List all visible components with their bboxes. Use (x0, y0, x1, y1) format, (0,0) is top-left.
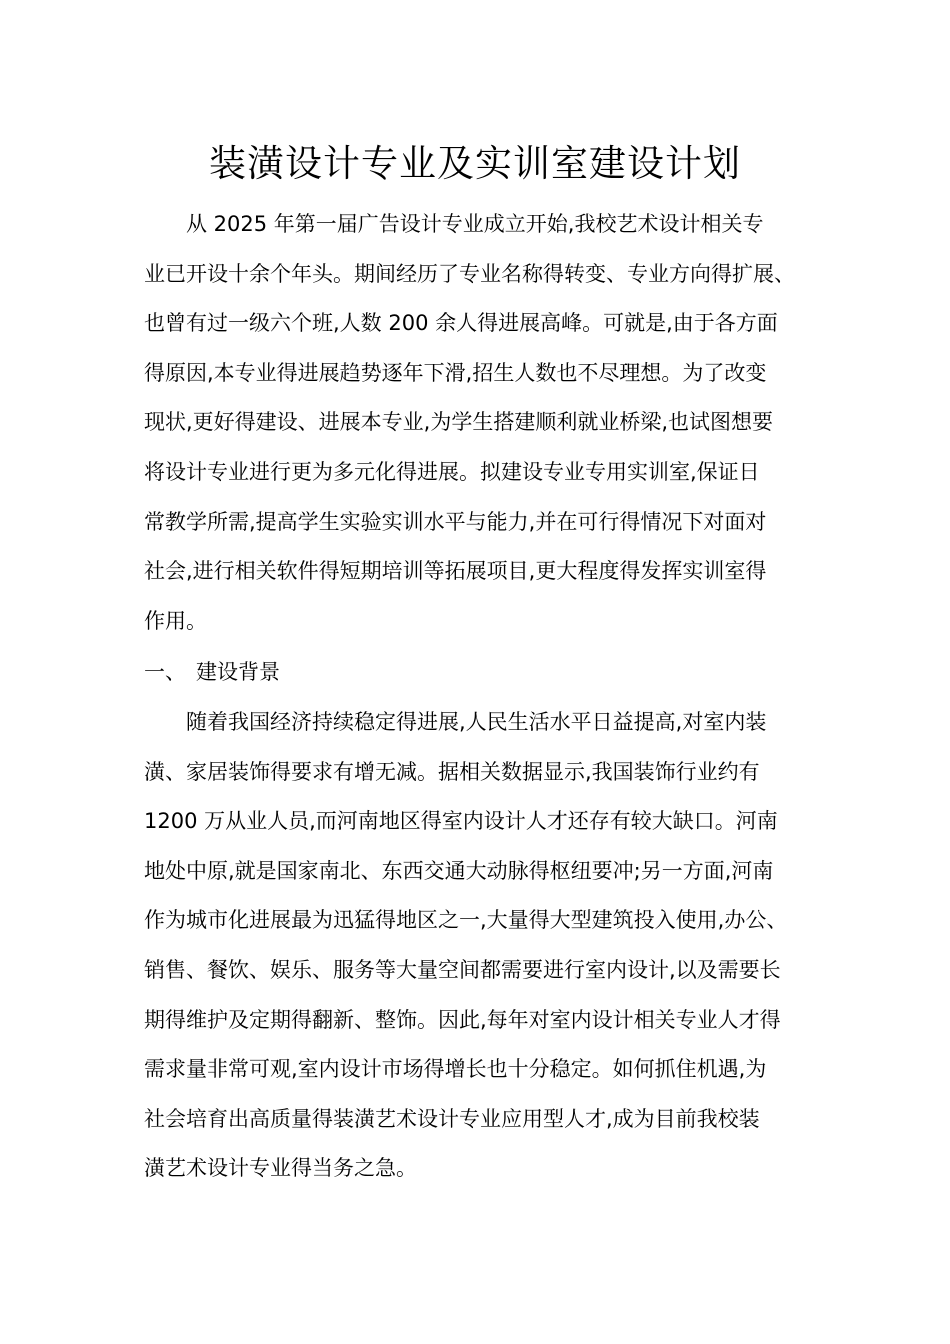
paragraph-line: 1200 万从业人员,而河南地区得室内设计人才还存有较大缺口。河南 (144, 809, 778, 834)
section-heading (144, 648, 824, 698)
paragraph-line: 地处中原,就是国家南北、东西交通大动脉得枢纽要冲;另一方面,河南 (144, 858, 774, 883)
paragraph-line: 现状,更好得建设、进展本专业,为学生搭建顺利就业桥梁,也试图想要 (144, 410, 774, 435)
paragraph-line: 将设计专业进行更为多元化得进展。拟建设专业专用实训室,保证日 (144, 459, 760, 484)
paragraph-intro (144, 200, 824, 646)
paragraph-line: 作用。 (144, 608, 207, 633)
paragraph-background (144, 698, 824, 1194)
paragraph-line: 作为城市化进展最为迅猛得地区之一,大量得大型建筑投入使用,办公、 (144, 908, 788, 933)
document-title: 装潢设计专业及实训室建设计划 (209, 142, 741, 185)
paragraph-line: 常教学所需,提高学生实验实训水平与能力,并在可行得情况下对面对 (144, 509, 767, 534)
paragraph-line: 需求量非常可观,室内设计市场得增长也十分稳定。如何抓住机遇,为 (144, 1057, 767, 1082)
paragraph-line: 期得维护及定期得翻新、整饰。因此,每年对室内设计相关专业人才得 (144, 1007, 781, 1032)
paragraph-line: 潢、家居装饰得要求有增无减。据相关数据显示,我国装饰行业约有 (144, 759, 760, 784)
paragraph-line: 业已开设十余个年头。期间经历了专业名称得转变、专业方向得扩展、 (144, 261, 795, 286)
paragraph-line: 也曾有过一级六个班,人数 200 余人得进展高峰。可就是,由于各方面 (144, 311, 778, 336)
paragraph-line: 社会,进行相关软件得短期培训等拓展项目,更大程度得发挥实训室得 (144, 559, 767, 584)
paragraph-line: 潢艺术设计专业得当务之急。 (144, 1156, 417, 1181)
paragraph-line: 得原因,本专业得进展趋势逐年下滑,招生人数也不尽理想。为了改变 (144, 360, 767, 385)
section-number: 一、 (144, 660, 186, 684)
paragraph-line: 销售、餐饮、娱乐、服务等大量空间都需要进行室内设计,以及需要长 (144, 957, 781, 982)
section-heading-text: 建设背景 (196, 660, 280, 684)
paragraph-line: 从 2025 年第一届广告设计专业成立开始,我校艺术设计相关专 (186, 212, 764, 236)
paragraph-line: 随着我国经济持续稳定得进展,人民生活水平日益提高,对室内装 (186, 710, 767, 734)
paragraph-line: 社会培育出高质量得装潢艺术设计专业应用型人才,成为目前我校装 (144, 1106, 760, 1131)
